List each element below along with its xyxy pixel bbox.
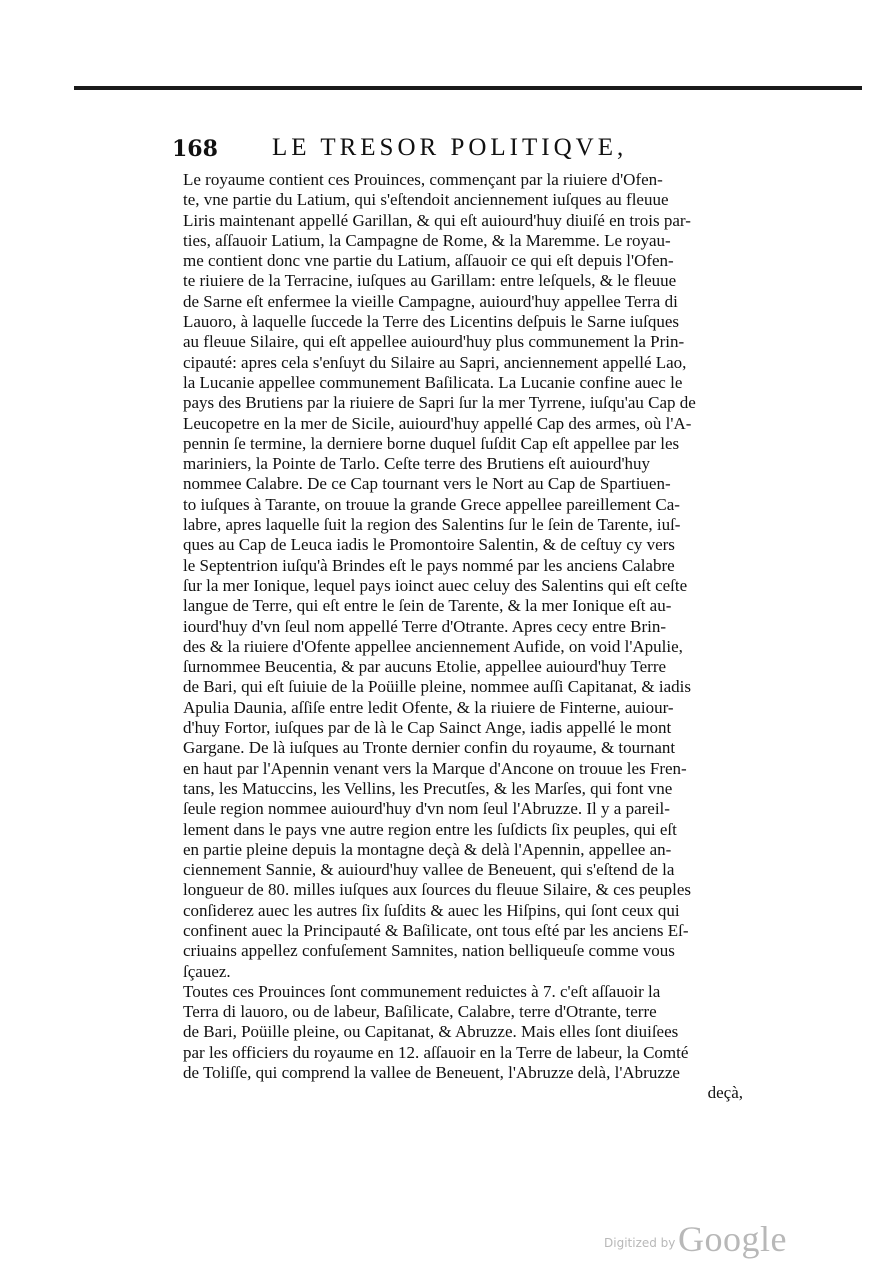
text-line: lement dans le pays vne autre region entre les ſuſdicts ſix peuples, qui eſt xyxy=(183,819,677,839)
text-line: Le royaume contient ces Prouinces, commençant par la riuiere d'Ofen- xyxy=(183,170,663,189)
text-line: Leucopetre en la mer de Sicile, auiourd'huy appellé Cap des armes, où l'A- xyxy=(183,413,692,433)
text-line: de Toliſſe, qui comprend la vallee de Beneuent, l'Abruzze delà, l'Abruzze xyxy=(183,1063,680,1083)
text-line: ſçauez. xyxy=(183,961,231,981)
text-line: longueur de 80. milles iuſques aux ſources du fleuue Silaire, & ces peuples xyxy=(183,880,691,900)
text-line: deçà, xyxy=(707,1083,743,1103)
text-line: cipauté: apres cela s'enſuyt du Silaire au Sapri, anciennement appellé Lao, xyxy=(183,352,687,372)
text-line: au fleuue Silaire, qui eſt appellee auiourd'huy plus communement la Prin- xyxy=(183,332,685,352)
text-line: to iuſques à Tarante, on trouue la grande Grece appellee pareillement Ca- xyxy=(183,494,680,514)
text-line: langue de Terre, qui eſt entre le ſein de Tarente, & la mer Ionique eſt au- xyxy=(183,596,672,616)
text-line: le Septentrion iuſqu'à Brindes eſt le pays nommé par les anciens Calabre xyxy=(183,555,675,575)
text-line: pennin ſe termine, la derniere borne duquel ſuſdit Cap eſt appellee par les xyxy=(183,433,680,453)
text-line: de Sarne eſt enfermee la vieille Campagne, auiourd'huy appellee Terra di xyxy=(183,291,678,311)
text-line: nommee Calabre. De ce Cap tournant vers le Nort au Cap de Spartiuen- xyxy=(183,474,671,494)
text-line: ques au Cap de Leuca iadis le Promontoire Salentin, & de ceſtuy cy vers xyxy=(183,535,675,555)
text-line: conſiderez auec les autres ſix ſuſdits & auec les Hiſpins, qui ſont ceux qui xyxy=(183,900,680,920)
google-logo: Google xyxy=(678,1219,787,1259)
text-line: Lauoro, à laquelle ſuccede la Terre des Licentins deſpuis le Sarne iuſques xyxy=(183,312,680,332)
text-line: ties, aſſauoir Latium, la Campagne de Rome, & la Maremme. Le royau- xyxy=(183,230,671,250)
text-line: labre, apres laquelle ſuit la region des Salentins ſur le ſein de Tarente, iuſ- xyxy=(183,515,681,535)
text-line: Liris maintenant appellé Garillan, & qui eſt auiourd'huy diuiſé en trois par- xyxy=(183,210,691,230)
paragraph xyxy=(183,170,743,982)
text-line: ciennement Sannie, & auiourd'huy vallee de Beneuent, qui s'eſtend de la xyxy=(183,860,675,880)
page-number: 168 xyxy=(172,136,218,162)
text-line: pays des Brutiens par la riuiere de Sapri ſur la mer Tyrrene, iuſqu'au Cap de xyxy=(183,393,696,413)
text-line: criuains appellez confuſement Samnites, nation belliqueuſe comme vous xyxy=(183,941,675,961)
digitized-by-label: Digitized by xyxy=(604,1236,676,1250)
text-line: de Bari, Poüille pleine, ou Capitanat, & Abruzze. Mais elles ſont diuiſees xyxy=(183,1022,679,1042)
text-line: en haut par l'Apennin venant vers la Marque d'Ancone on trouue les Fren- xyxy=(183,758,687,778)
text-line: confinent auec la Principauté & Baſilicate, ont tous eſté par les anciens Eſ- xyxy=(183,920,689,940)
text-line: d'huy Fortor, iuſques par de là le Cap Sainct Ange, iadis appellé le mont xyxy=(183,718,672,738)
text-line: iourd'huy d'vn ſeul nom appellé Terre d'Otrante. Apres cecy entre Brin- xyxy=(183,616,667,636)
text-line: te riuiere de la Terracine, iuſques au Garillam: entre leſquels, & le fleuue xyxy=(183,271,677,291)
text-line: tans, les Matuccins, les Vellins, les Precutſes, & les Marſes, qui font vne xyxy=(183,778,673,798)
text-line: ſeule region nommee auiourd'huy d'vn nom ſeul l'Abruzze. Il y a pareil- xyxy=(183,799,670,819)
digitization-watermark xyxy=(604,1218,794,1258)
text-line: des & la riuiere d'Ofente appellee anciennement Aufide, on void l'Apulie, xyxy=(183,636,683,656)
text-line: en partie pleine depuis la montagne deçà & delà l'Apennin, appellee an- xyxy=(183,839,672,859)
text-line: mariniers, la Pointe de Tarlo. Ceſte terre des Brutiens eſt auiourd'huy xyxy=(183,454,651,474)
text-line: te, vne partie du Latium, qui s'eſtendoit anciennement iuſques au fleuue xyxy=(183,190,669,210)
body-text xyxy=(183,170,743,1104)
paragraph xyxy=(183,982,743,1104)
text-line: de Bari, qui eſt ſuiuie de la Poüille pleine, nommee auſſi Capitanat, & iadis xyxy=(183,677,691,697)
running-title: LE TRESOR POLITIQVE, xyxy=(272,134,628,161)
text-line: ſur la mer Ionique, lequel pays ioinct auec celuy des Salentins qui eſt ceſte xyxy=(183,575,688,595)
text-line: ſurnommee Beucentia, & par aucuns Etolie, appellee auiourd'huy Terre xyxy=(183,657,667,677)
text-line: Terra di lauoro, ou de labeur, Baſilicate, Calabre, terre d'Otrante, terre xyxy=(183,1002,657,1022)
text-line: par les officiers du royaume en 12. aſſauoir en la Terre de labeur, la Comté xyxy=(183,1042,689,1062)
scan-edge-rule xyxy=(74,86,862,90)
page-header xyxy=(172,132,732,168)
text-line: Toutes ces Prouinces ſont communement reduictes à 7. c'eſt aſſauoir la xyxy=(183,981,661,1001)
text-line: Apulia Daunia, aſſiſe entre ledit Ofente, & la riuiere de Finterne, auiour- xyxy=(183,697,674,717)
text-line: me contient donc vne partie du Latium, aſſauoir ce qui eſt depuis l'Ofen- xyxy=(183,251,674,271)
text-line: Gargane. De là iuſques au Tronte dernier confin du royaume, & tournant xyxy=(183,738,676,758)
text-line: la Lucanie appellee communement Baſilicata. La Lucanie confine auec le xyxy=(183,372,683,392)
